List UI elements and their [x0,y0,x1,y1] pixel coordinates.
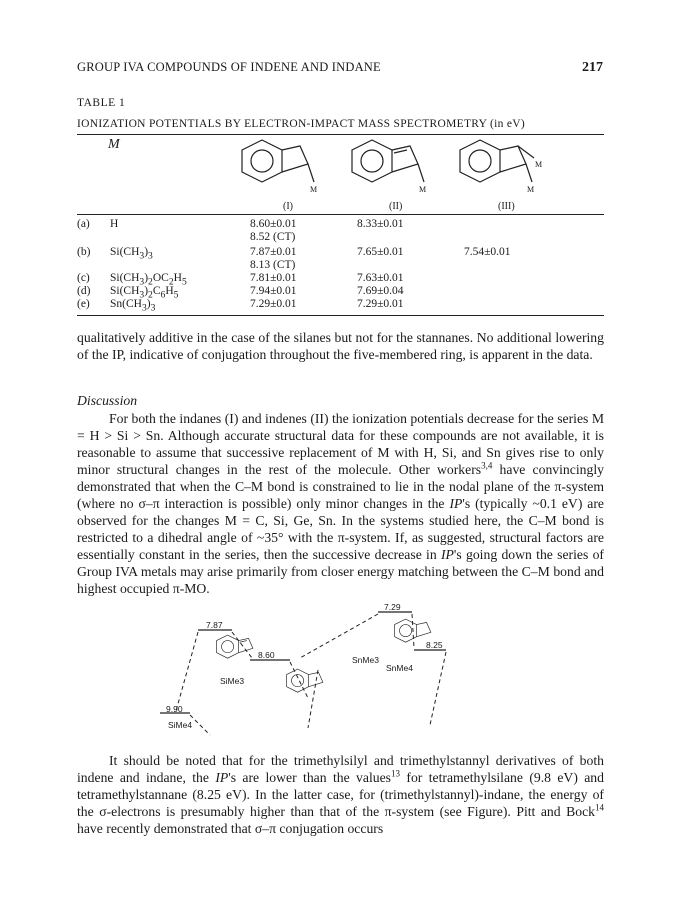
row-value-i-ct: 8.13 (CT) [250,259,296,271]
row-value-i: 7.29±0.01 [250,298,297,310]
row-value-ii: 7.69±0.04 [357,285,404,297]
structure-label-m-3b: M [527,185,535,194]
page-number: 217 [582,60,603,75]
table-caption: IONIZATION POTENTIALS BY ELECTRON-IMPACT MASS SPECTROMETRY (in eV) [77,118,525,130]
final-paragraph: It should be noted that for the trimethylsilyl and trimethylstannyl derivatives of both indene and indane, the IP's are lower than the values$^{13}$ for tetramethylsilane (9.8 eV) and tetramethylstannane (8.25 eV). In the latter case, for (trimethylstannyl)-indane, the energy of the σ-electrons is presumably higher than that of the π-system (see Figure). Pitt and Bock$^{14}$ have recently demonstrated that σ–π conjugation occurs [77,753,604,836]
row-substituent: $Si(CH_3)_2C_6H_5$ [110,285,179,301]
row-key: (d) [77,285,91,297]
running-title: GROUP IVA COMPOUNDS OF INDENE AND INDANE [77,60,381,74]
row-value-ii: 7.29±0.01 [357,298,404,310]
row-value-i: 7.94±0.01 [250,285,297,297]
paragraph-continuation: qualitatively additive in the case of the silanes but not for the stannanes. No additional lowering of the IP, indicative of conjugation throughout the five-membered ring, is apparent in the data. [77,330,604,362]
table-bottom-rule [77,315,604,316]
table-label: TABLE 1 [77,97,126,109]
row-value-ii: 7.63±0.01 [357,272,404,284]
figure-label-860: 8.60 [258,650,275,660]
structure-indene [352,140,424,182]
structure-label-m-1: M [310,185,318,194]
row-key: (a) [77,218,90,230]
column-header-3: (III) [498,201,515,212]
column-header-2: (II) [389,201,403,212]
structure-label-m-3a: M [535,160,543,169]
row-value-iii: 7.54±0.01 [464,246,511,258]
figure-label-sime3: SiMe3 [220,676,245,686]
page-header [77,60,603,80]
row-substituent: H [110,218,119,230]
figure-label-990: 9.90 [166,704,183,714]
figure-label-snme4: SnMe4 [386,663,413,673]
energy-level-figure [150,600,480,740]
row-value-ii: 8.33±0.01 [357,218,404,230]
row-key: (b) [77,246,91,258]
table-header-rule [77,214,604,215]
row-substituent: $Si(CH_3)_3$ [110,246,153,262]
structure-label-m-2: M [419,185,427,194]
row-substituent: $Si(CH_3)_2OC_2H_5$ [110,272,187,288]
row-value-i: 8.60±0.01 [250,218,297,230]
structure-iii [460,140,534,182]
discussion-heading: Discussion [77,393,138,408]
row-value-i-ct: 8.52 (CT) [250,231,296,243]
row-key: (e) [77,298,90,310]
table-top-rule [77,134,604,135]
row-value-ii: 7.65±0.01 [357,246,404,258]
figure-label-825: 8.25 [426,640,443,650]
column-header-1: (I) [283,201,293,212]
structure-drawings [230,138,560,200]
figure-label-729: 7.29 [384,602,401,612]
figure-label-sime4: SiMe4 [168,720,193,730]
discussion-paragraph: For both the indanes (I) and indenes (II) the ionization potentials decrease for the series M = H > Si > Sn. Although accurate structural data for these compounds are not available, it is reasonable to assume that successive replacement of M with H, Si, and Sn gives rise to only minor structural changes in the rest of the molecule. Other workers$^{3,4}$ have convincingly demonstrated that when the C–M bond is constrained to lie in the nodal plane of the π-system (where no σ–π interaction is possible) only minor changes in the IP's (typically ~0.1 eV) are observed for the changes M = C, Si, Ge, Sn. In the systems studied here, the C–M bond is restricted to a dihedral angle of ~35° with the π-system. If, as suggested, structural factors are essentially constant in the series, then the successive decrease in IP's going down the series of Group IVA metals may arise primarily from closer energy matching between the C–M bond and highest occupied π-MO. [77,411,604,596]
row-key: (c) [77,272,90,284]
figure-label-787: 7.87 [206,620,223,630]
row-substituent: $Sn(CH_3)_3$ [110,298,156,314]
row-value-i: 7.87±0.01 [250,246,297,258]
row-value-i: 7.81±0.01 [250,272,297,284]
figure-label-snme3: SnMe3 [352,655,379,665]
structure-indane [242,140,314,182]
m-column-header: M [108,137,120,152]
